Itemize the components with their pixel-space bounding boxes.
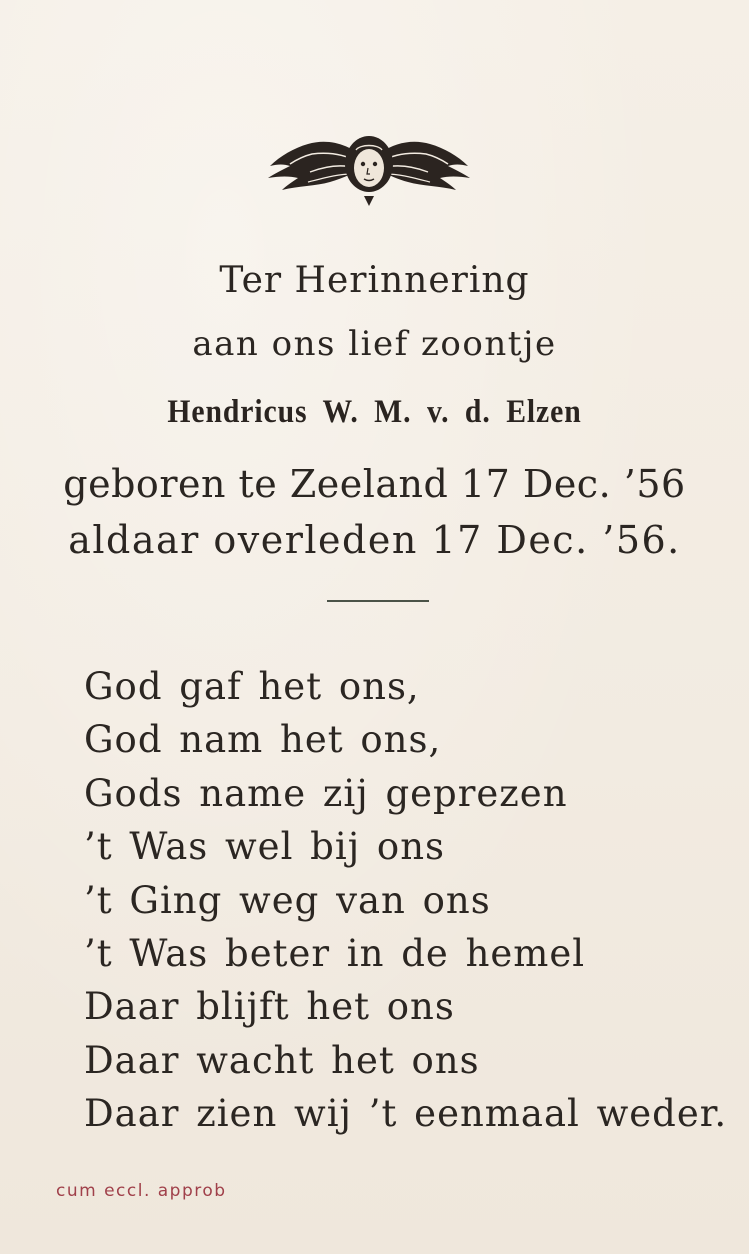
winged-cherub-icon (264, 126, 474, 210)
poem-line: Daar blijft het ons (84, 985, 455, 1029)
divider-rule (327, 600, 429, 602)
approbation-note: cum eccl. approb (56, 1181, 227, 1201)
poem-line: ’t Ging weg van ons (84, 878, 491, 922)
memorial-subtitle: aan ons lief zoontje (192, 324, 557, 364)
birth-line: geboren te Zeeland 17 Dec. ’56 (63, 462, 686, 506)
poem-line: ’t Was wel bij ons (84, 825, 446, 869)
memorial-title: Ter Herinnering (219, 260, 530, 301)
poem-line: Daar wacht het ons (84, 1038, 480, 1082)
poem-line: Daar zien wij ’t eenmaal weder. (84, 1092, 728, 1136)
poem-line: God gaf het ons, (84, 665, 420, 708)
poem-line: Gods name zij geprezen (84, 771, 568, 815)
deceased-name: Hendricus W. M. v. d. Elzen (167, 394, 582, 430)
poem (84, 660, 727, 1141)
poem-line: ’t Was beter in de hemel (84, 931, 586, 975)
poem-line: God nam het ons, (84, 718, 442, 762)
death-line: aldaar overleden 17 Dec. ’56. (68, 518, 681, 562)
